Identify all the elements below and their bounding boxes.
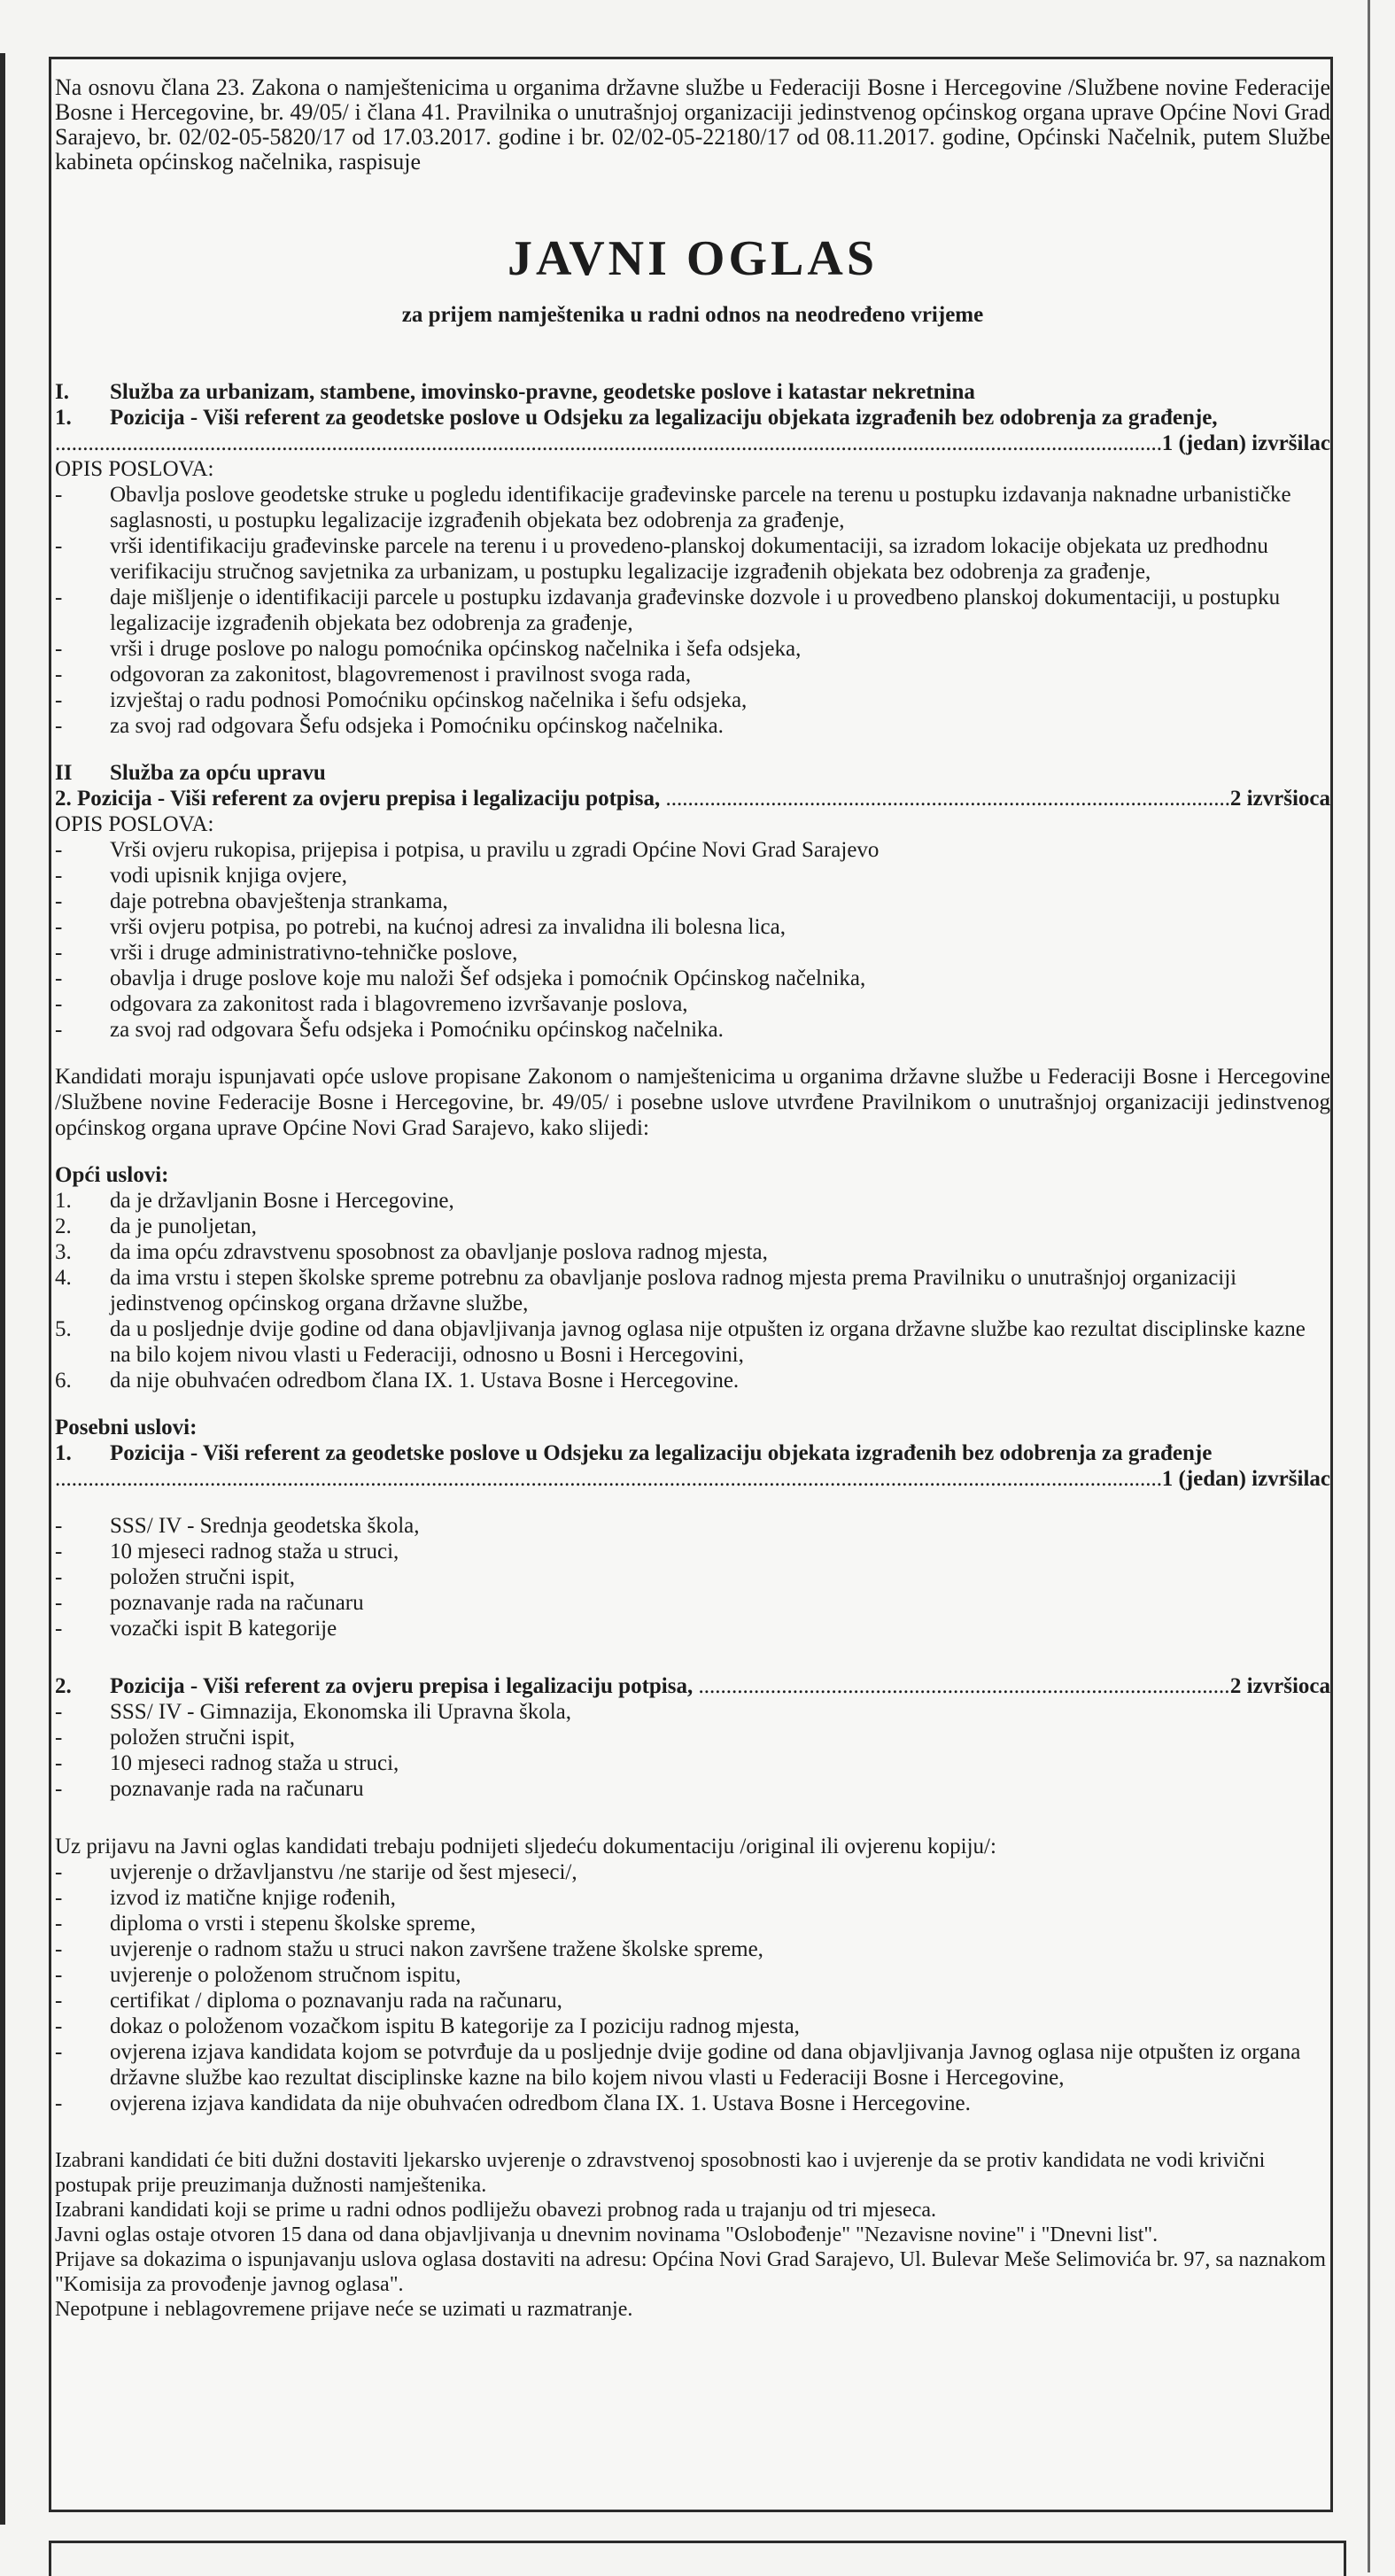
list-item: - diploma o vrsti i stepenu školske spreme, — [55, 1912, 477, 1936]
special-position-2-number: 2. — [55, 1674, 72, 1698]
list-item: - daje mišljenje o identifikaciji parcele u postupku izdavanja građevinske dozvole i u provedbeno planskoj dokumentaciji, u postupku legalizacije izgrađenih objekata bez odobrenja za građenje, — [55, 586, 1281, 635]
opis-poslova-label: OPIS POSLOVA: — [55, 812, 214, 836]
list-item: 4. da ima vrstu i stepen školske spreme potrebnu za obavljanje poslova radnog mjesta prema Pravilniku o unutrašnjoj organizaciji jedinstvenog općinskog organa državne službe, — [55, 1266, 1237, 1315]
closing-note: Javni oglas ostaje otvoren 15 dana od dana objavljivanja u dnevnim novinama "Oslobođenje" "Nezavisne novine" i "Dnevni list". — [55, 2223, 1159, 2246]
list-item: - poznavanje rada na računaru — [55, 1591, 364, 1615]
list-item: - obavlja i druge poslove koje mu naloži Šef odsjeka i pomoćnik Općinskog načelnika, — [55, 966, 866, 990]
special-position-1-count-row — [55, 1466, 1330, 1492]
list-item: - poznavanje rada na računaru — [55, 1777, 364, 1801]
list-item: - vozački ispit B kategorije — [55, 1617, 337, 1641]
position-2-count: 2 izvršioca — [1229, 787, 1330, 811]
position-2-title-row — [55, 786, 1330, 811]
list-item: 1. da je državljanin Bosne i Hercegovine, — [55, 1189, 454, 1213]
special-position-2-row — [55, 1673, 1330, 1699]
position-2-duties — [55, 837, 1330, 1043]
special-position-2-requirements — [55, 1699, 1330, 1802]
candidates-intro: Kandidati moraju ispunjavati opće uslove propisane Zakonom o namještenicima u organima državne službe u Federaciji Bosne i Hercegovine /Službene novine Federacije Bosne i Hercegovine, br. 49/05/ i posebne uslove utvrđene Pravilnikom o unutrašnjoj organizaciji jedinstvenog općinskog organa uprave Općine Novi Grad Sarajevo, kako slijedi: — [55, 1065, 1330, 1140]
list-item: - za svoj rad odgovara Šefu odsjeka i Pomoćniku općinskog načelnika. — [55, 1018, 724, 1042]
list-item: - izvod iz matične knjige rođenih, — [55, 1886, 396, 1910]
special-position-1-requirements — [55, 1513, 1330, 1641]
position-2-title: 2. Pozicija - Viši referent za ovjeru prepisa i legalizaciju potpisa, ..... — [55, 786, 1230, 811]
page-subtitle: za prijem namještenika u radni odnos na neodređeno vrijeme — [401, 303, 984, 327]
list-item: - certifikat / diploma o poznavanju rada na računaru, — [55, 1989, 562, 2013]
list-item: - vodi upisnik knjiga ovjere, — [55, 864, 348, 888]
page-title: JAVNI OGLAS — [508, 231, 878, 286]
section-2-number: II — [55, 761, 73, 785]
list-item: - SSS/ IV - Srednja geodetska škola, — [55, 1514, 420, 1538]
list-item: - Obavlja poslove geodetske struke u pogledu identifikacije građevinske parcele na terenu u postupku izdavanja naknadne urbanističke saglasnosti, u postupku legalizacije izgrađenih objekata bez odobrenja za građenje, — [55, 483, 1291, 532]
list-item: - dokaz o položenom vozačkom ispitu B kategorije za I poziciju radnog mjesta, — [55, 2014, 800, 2038]
closing-note: Prijave sa dokazima o ispunjavanju uslova oglasa dostaviti na adresu: Općina Novi Grad Sarajevo, Ul. Bulevar Meše Selimovića br. 97, sa naznakom "Komisija za provođenje javnog oglasa". — [55, 2248, 1326, 2296]
section-2-title: Služba za opću upravu — [110, 761, 326, 785]
closing-note: Izabrani kandidati koji se prime u radni odnos podliježu obavezi probnog rada u trajanju od tri mjeseca. — [55, 2199, 937, 2222]
opis-poslova-label: OPIS POSLOVA: — [55, 457, 214, 481]
list-item: - ovjerena izjava kandidata da nije obuhvaćen odredbom člana IX. 1. Ustava Bosne i Hercegovine. — [55, 2091, 971, 2115]
list-item: 6. da nije obuhvaćen odredbom člana IX. 1. Ustava Bosne i Hercegovine. — [55, 1369, 740, 1393]
section-1-heading — [55, 379, 1330, 405]
list-item: - vrši identifikaciju građevinske parcele na terenu i u provedeno-planskoj dokumentaciji, sa izradom lokacije objekata uz predhodnu verifikaciju stručnog savjetnika za urbanizam, u postupku legalizacije izgrađenih objekata bez odobrenja za građenje, — [55, 534, 1268, 584]
closing-notes — [55, 2148, 1330, 2322]
position-1-title: Pozicija - Viši referent za geodetske poslove u Odsjeku za legalizaciju objekata izgrađenih bez odobrenja za građenje, — [110, 406, 1218, 430]
next-article-frame — [49, 2541, 1346, 2576]
list-item: - 10 mjeseci radnog staža u struci, — [55, 1540, 399, 1563]
section-2-heading — [55, 760, 1330, 786]
list-item: - vrši i druge poslove po nalogu pomoćnika općinskog načelnika i šefa odsjeka, — [55, 637, 802, 661]
general-conditions-list — [55, 1188, 1330, 1393]
list-item: - odgovara za zakonitost rada i blagovremeno izvršavanje poslova, — [55, 992, 688, 1016]
documents-intro: Uz prijavu na Javni oglas kandidati trebaju podnijeti sljedeću dokumentaciju /original ili ovjerenu kopiju/: — [55, 1835, 996, 1858]
position-1-count-row — [55, 431, 1330, 456]
list-item: 2. da je punoljetan, — [55, 1214, 257, 1238]
list-item: 5. da u posljednje dvije godine od dana objavljivanja javnog oglasa nije otpušten iz organa državne službe kao rezultat disciplinske kazne na bilo kojem nivou vlasti u Federaciji, odnosno u Bosni i Hercegovini, — [55, 1317, 1306, 1367]
leader-dots — [55, 431, 1162, 456]
leader-dots — [55, 1466, 1162, 1492]
closing-note: Nepotpune i neblagovremene prijave neće se uzimati u razmatranje. — [55, 2298, 633, 2321]
position-1-count: 1 (jedan) izvršilac — [1161, 431, 1330, 455]
list-item: - vrši i druge administrativno-tehničke poslove, — [55, 941, 518, 965]
left-border-rule — [0, 53, 5, 2525]
list-item: - odgovoran za zakonitost, blagovremenost i pravilnost svoga rada, — [55, 663, 692, 687]
intro-paragraph: Na osnovu člana 23. Zakona o namještenicima u organima državne službe u Federaciji Bosne i Hercegovine /Službene novine Federacije Bosne i Hercegovine, br. 49/05/ i člana 41. Pravilnika o unutrašnjoj organizaciji jedinstvenog općinskog organa uprave Općine Novi Grad Sarajevo, br. 02/02-05-5820/17 od 17.03.2017. godine i br. 02/02-05-22180/17 od 08.11.2017. godine, Općinski Načelnik, putem Službe kabineta općinskog načelnika, raspisuje — [55, 74, 1330, 175]
list-item: - za svoj rad odgovara Šefu odsjeka i Pomoćniku općinskog načelnika. — [55, 714, 724, 738]
list-item: - položen stručni ispit, — [55, 1565, 295, 1589]
special-position-2-count: 2 izvršioca — [1229, 1674, 1330, 1698]
right-border-rule — [1368, 0, 1370, 2572]
general-conditions-heading: Opći uslovi: — [55, 1163, 169, 1187]
list-item: - Vrši ovjeru rukopisa, prijepisa i potpisa, u pravilu u zgradi Općine Novi Grad Sarajevo — [55, 838, 880, 862]
list-item: - ovjerena izjava kandidata kojom se potvrđuje da u posljednje dvije godine od dana objavljivanja Javnog oglasa nije otpušten iz organa državne službe kao rezultat disciplinske kazne na bilo kojem nivou vlasti u Federaciji Bosne i Hercegovine, — [55, 2040, 1301, 2090]
special-position-1-number: 1. — [55, 1441, 72, 1465]
section-1-title: Služba za urbanizam, stambene, imovinsko-pravne, geodetske poslove i katastar nekretnina — [110, 380, 975, 404]
list-item: - uvjerenje o položenom stručnom ispitu, — [55, 1963, 461, 1987]
special-conditions-heading: Posebni uslovi: — [55, 1416, 198, 1439]
position-1-number: 1. — [55, 406, 72, 430]
special-position-1-row — [55, 1440, 1330, 1466]
position-1-duties — [55, 482, 1330, 739]
list-item: - 10 mjeseci radnog staža u struci, — [55, 1751, 399, 1775]
list-item: 3. da ima opću zdravstvenu sposobnost za obavljanje poslova radnog mjesta, — [55, 1240, 768, 1264]
list-item: - izvještaj o radu podnosi Pomoćniku općinskog načelnika i šefu odsjeka, — [55, 688, 748, 712]
documents-list — [55, 1859, 1330, 2116]
special-position-1-count: 1 (jedan) izvršilac — [1161, 1467, 1330, 1491]
list-item: - vrši ovjeru potpisa, po potrebi, na kućnoj adresi za invalidna ili bolesna lica, — [55, 915, 786, 939]
list-item: - SSS/ IV - Gimnazija, Ekonomska ili Upravna škola, — [55, 1700, 572, 1724]
list-item: - daje potrebna obavještenja strankama, — [55, 889, 448, 913]
list-item: - uvjerenje o državljanstvu /ne starije od šest mjeseci/, — [55, 1860, 577, 1884]
closing-note: Izabrani kandidati će biti dužni dostaviti ljekarsko uvjerenje o zdravstvenoj sposobnosti kao i uvjerenje da se protiv kandidata ne vodi krivični postupak prije preuzimanja dužnosti namještenika. — [55, 2149, 1266, 2197]
position-1-title-row — [55, 405, 1330, 431]
announcement-content — [55, 75, 1330, 2322]
list-item: - uvjerenje o radnom stažu u struci nakon završene tražene školske spreme, — [55, 1937, 763, 1961]
section-1-number: I. — [55, 380, 69, 404]
special-position-2-title: Pozicija - Viši referent za ovjeru prepisa i legalizaciju potpisa, ..... — [110, 1673, 1230, 1699]
list-item: - položen stručni ispit, — [55, 1726, 295, 1750]
special-position-1-title: Pozicija - Viši referent za geodetske poslove u Odsjeku za legalizaciju objekata izgrađenih bez odobrenja za građenje — [110, 1441, 1213, 1465]
